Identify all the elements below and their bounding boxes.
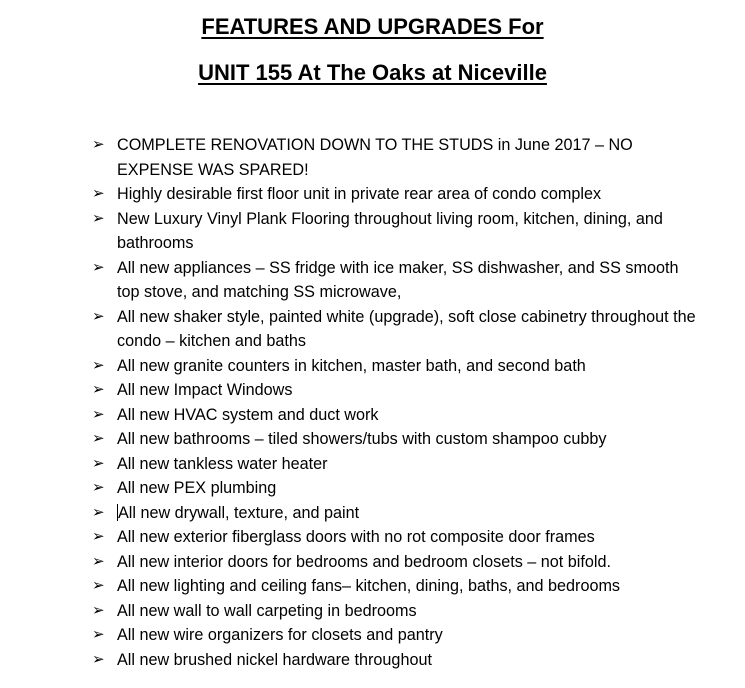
feature-item	[92, 452, 702, 477]
feature-item	[92, 525, 702, 550]
features-list	[92, 133, 702, 672]
arrow-bullet-icon: ➢	[92, 356, 105, 374]
feature-text: All new lighting and ceiling fans– kitchen, dining, baths, and bedrooms	[117, 577, 621, 595]
feature-item	[92, 599, 702, 624]
arrow-bullet-icon: ➢	[92, 258, 105, 276]
feature-item	[92, 501, 702, 526]
feature-text: All new granite counters in kitchen, master bath, and second bath	[117, 356, 586, 375]
document-title-line-2: UNIT 155 At The Oaks at Niceville	[198, 60, 547, 85]
feature-item	[92, 182, 702, 207]
feature-item	[92, 207, 702, 256]
feature-text: All new PEX plumbing	[117, 479, 277, 497]
feature-item	[92, 354, 702, 379]
feature-item	[92, 378, 702, 403]
feature-text: COMPLETE RENOVATION DOWN TO THE STUDS in June 2017 – NO EXPENSE WAS SPARED!	[117, 136, 633, 179]
arrow-bullet-icon: ➢	[92, 626, 105, 643]
feature-text: All new appliances – SS fridge with ice maker, SS dishwasher, and SS smooth top stove, and matching SS microwave,	[117, 258, 679, 301]
feature-item	[92, 427, 702, 452]
feature-item	[92, 256, 702, 305]
feature-item	[92, 403, 702, 428]
feature-item	[92, 550, 702, 575]
feature-text: All new exterior fiberglass doors with no rot composite door frames	[117, 528, 595, 546]
feature-text: New Luxury Vinyl Plank Flooring throughout living room, kitchen, dining, and bathrooms	[117, 209, 663, 252]
arrow-bullet-icon: ➢	[92, 552, 105, 570]
arrow-bullet-icon: ➢	[92, 601, 105, 619]
feature-text: Highly desirable first floor unit in private rear area of condo complex	[117, 185, 602, 203]
feature-item	[92, 623, 702, 648]
feature-item	[92, 574, 702, 599]
arrow-bullet-icon: ➢	[92, 307, 105, 325]
document-title-line-1: FEATURES AND UPGRADES For	[201, 14, 544, 39]
arrow-bullet-icon: ➢	[92, 650, 105, 668]
feature-text: All new brushed nickel hardware throughout	[117, 650, 432, 669]
feature-text: All new tankless water heater	[117, 454, 328, 473]
arrow-bullet-icon: ➢	[92, 430, 105, 447]
arrow-bullet-icon: ➢	[92, 528, 105, 545]
arrow-bullet-icon: ➢	[92, 503, 105, 521]
arrow-bullet-icon: ➢	[92, 381, 105, 398]
feature-item	[92, 648, 702, 673]
feature-text: All new wire organizers for closets and pantry	[117, 626, 443, 644]
arrow-bullet-icon: ➢	[92, 136, 105, 153]
arrow-bullet-icon: ➢	[92, 405, 105, 423]
feature-text: All new interior doors for bedrooms and bedroom closets – not bifold.	[117, 552, 611, 571]
feature-item	[92, 305, 702, 354]
feature-text: All new bathrooms – tiled showers/tubs with custom shampoo cubby	[117, 430, 607, 448]
arrow-bullet-icon: ➢	[92, 577, 105, 594]
feature-text: All new Impact Windows	[117, 381, 293, 399]
feature-text: All new shaker style, painted white (upgrade), soft close cabinetry throughout the condo – kitchen and baths	[117, 307, 696, 350]
feature-item	[92, 133, 702, 182]
feature-text: All new wall to wall carpeting in bedrooms	[117, 601, 417, 620]
feature-item	[92, 476, 702, 501]
arrow-bullet-icon: ➢	[92, 185, 105, 202]
feature-text[interactable]: All new drywall, texture, and paint	[118, 503, 360, 522]
arrow-bullet-icon: ➢	[92, 209, 105, 227]
arrow-bullet-icon: ➢	[92, 454, 105, 472]
arrow-bullet-icon: ➢	[92, 479, 105, 496]
feature-text: All new HVAC system and duct work	[117, 405, 379, 424]
